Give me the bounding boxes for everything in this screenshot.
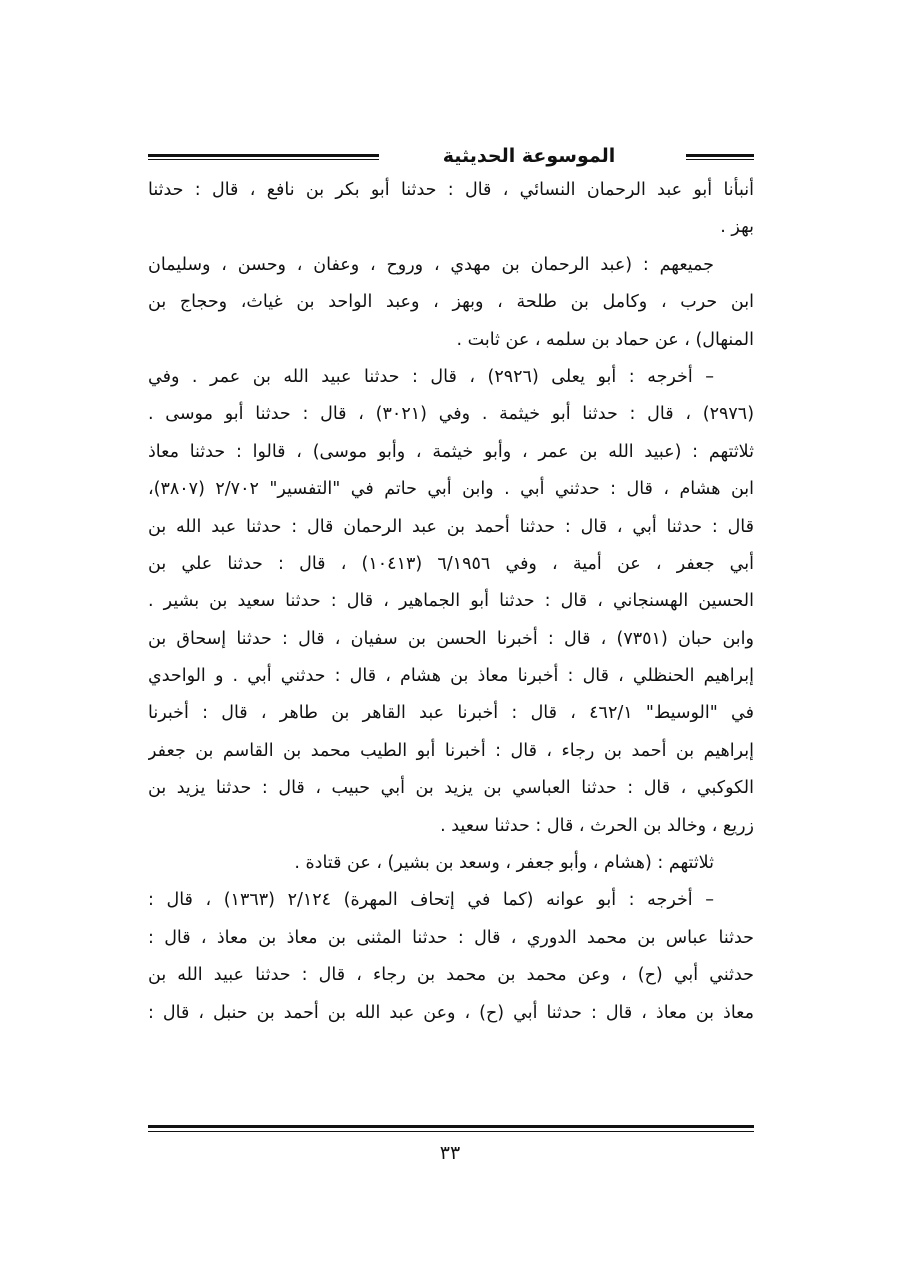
text-line: المنهال) ، عن حماد بن سلمه ، عن ثابت . [456, 329, 754, 350]
text-line: الحسين الهسنجاني ، قال : حدثنا أبو الجماهير ، قال : حدثنا سعيد بن بشير . [148, 591, 754, 612]
text-line: أنبأنا أبو عبد الرحمان النسائي ، قال : حدثنا أبو بكر بن نافع ، قال : حدثنا [148, 180, 754, 200]
text-line: إبراهيم بن أحمد بن رجاء ، قال : أخبرنا أبو الطيب محمد بن القاسم بن جعفر [148, 740, 754, 761]
running-header [148, 140, 754, 172]
text-line: (٢٩٧٦) ، قال : حدثنا أبو خيثمة . وفي (٣٠٢١) ، قال : حدثنا أبو موسى . [148, 404, 754, 425]
header-rule-left [148, 154, 379, 160]
page-number: ٣٣ [439, 1142, 461, 1164]
text-line: ابن هشام ، قال : حدثني أبي . وابن أبي حاتم في "التفسير" ٢/٧٠٢ (٣٨٠٧)، [148, 479, 754, 500]
text-line: قال : حدثنا أبي ، قال : حدثنا أحمد بن عبد الرحمان قال : حدثنا عبد الله بن [148, 516, 754, 537]
text-line: بهز . [720, 217, 754, 238]
text-line: زريع ، وخالد بن الحرث ، قال : حدثنا سعيد . [440, 815, 754, 836]
text-line: أبي جعفر ، عن أمية ، وفي ٦/١٩٥٦ (١٠٤١٣) ، قال : حدثنا علي بن [148, 553, 754, 574]
footer-rule [148, 1125, 754, 1128]
text-line: ثلاثتهم : (هشام ، وأبو جعفر ، وسعد بن بشير) ، عن قتادة . [294, 853, 714, 874]
text-line: حدثنا عباس بن محمد الدوري ، قال : حدثنا المثنى بن معاذ بن معاذ ، قال : [148, 927, 754, 948]
text-line: معاذ بن معاذ ، قال : حدثنا أبي (ح) ، وعن عبد الله بن أحمد بن حنبل ، قال : [148, 1002, 754, 1023]
text-line: – أخرجه : أبو عوانه (كما في إتحاف المهرة) ٢/١٢٤ (١٣٦٣) ، قال : [148, 890, 714, 911]
header-title: الموسوعة الحديثية [442, 145, 616, 167]
text-line: وابن حبان (٧٣٥١) ، قال : أخبرنا الحسن بن سفيان ، قال : حدثنا إسحاق بن [148, 628, 754, 649]
text-line: حدثني أبي (ح) ، وعن محمد بن محمد بن رجاء ، قال : حدثنا عبيد الله بن [148, 965, 754, 986]
text-line: ابن حرب ، وكامل بن طلحة ، وبهز ، وعبد الواحد بن غياث، وحجاج بن [148, 292, 754, 313]
header-rule-right [686, 154, 754, 160]
body-text [148, 172, 754, 1032]
text-line: – أخرجه : أبو يعلى (٢٩٢٦) ، قال : حدثنا عبيد الله بن عمر . وفي [148, 366, 714, 387]
text-line: الكوكبي ، قال : حدثنا العباسي بن يزيد بن أبي حبيب ، قال : حدثنا يزيد بن [148, 778, 754, 799]
footer-rule-thin [148, 1131, 754, 1132]
text-line: إبراهيم الحنظلي ، قال : أخبرنا معاذ بن هشام ، قال : حدثني أبي . و الواحدي [148, 666, 754, 687]
text-line: ثلاثتهم : (عبيد الله بن عمر ، وأبو خيثمة ، وأبو موسى) ، قالوا : حدثنا معاذ [148, 441, 754, 462]
text-line: جميعهم : (عبد الرحمان بن مهدي ، وروح ، وعفان ، وحسن ، وسليمان [148, 254, 714, 275]
text-line: في "الوسيط" ٤٦٢/١ ، قال : أخبرنا عبد القاهر بن طاهر ، قال : أخبرنا [148, 703, 754, 724]
